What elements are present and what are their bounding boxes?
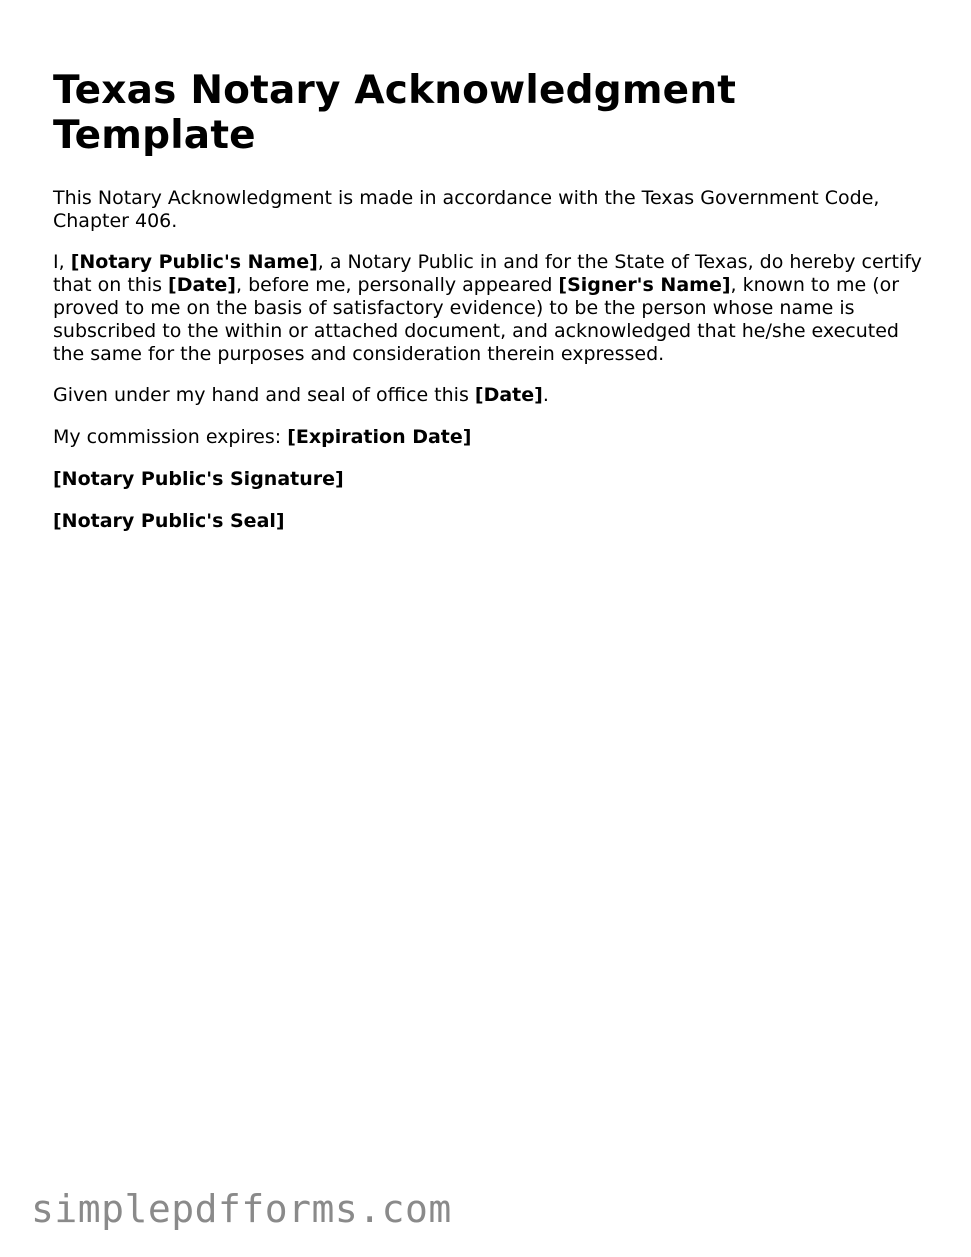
date-placeholder: [Date]: [168, 274, 236, 296]
given-end: .: [542, 384, 549, 406]
seal-text: [Notary Public's Seal]: [53, 510, 285, 532]
notary-name-placeholder: [Notary Public's Name]: [70, 251, 318, 273]
given-paragraph: [53, 384, 933, 407]
cert-text-3: , before me, personally appeared: [235, 274, 559, 296]
document-title: Texas Notary Acknowledgment Template: [53, 68, 737, 158]
certification-paragraph: [53, 251, 933, 366]
cert-text-4: , known to me (or proved to me on the basis of satisfactory evidence) to be the person whose name is subscribed to the within or attached document, and acknowledged that he/she executed the same for the purposes and consideration therein expressed.: [53, 274, 900, 365]
seal-placeholder: [53, 510, 933, 533]
commission-label: My commission expires:: [53, 426, 288, 448]
document-page: [53, 68, 933, 533]
cert-text-1: I,: [53, 251, 71, 273]
watermark: simplepdfforms.com: [31, 1187, 452, 1231]
signature-text: [Notary Public's Signature]: [53, 468, 344, 490]
intro-paragraph: This Notary Acknowledgment is made in accordance with the Texas Government Code, Chapter 406.: [53, 187, 880, 232]
signer-name-placeholder: [Signer's Name]: [558, 274, 731, 296]
given-date-placeholder: [Date]: [474, 384, 543, 406]
signature-placeholder: [53, 468, 933, 491]
commission-paragraph: [53, 426, 933, 449]
cert-text-2: , a Notary Public in and for the State of Texas, do hereby certify that on this: [53, 251, 922, 296]
given-text: Given under my hand and seal of office this: [53, 384, 475, 406]
expiration-date-placeholder: [Expiration Date]: [287, 426, 472, 448]
